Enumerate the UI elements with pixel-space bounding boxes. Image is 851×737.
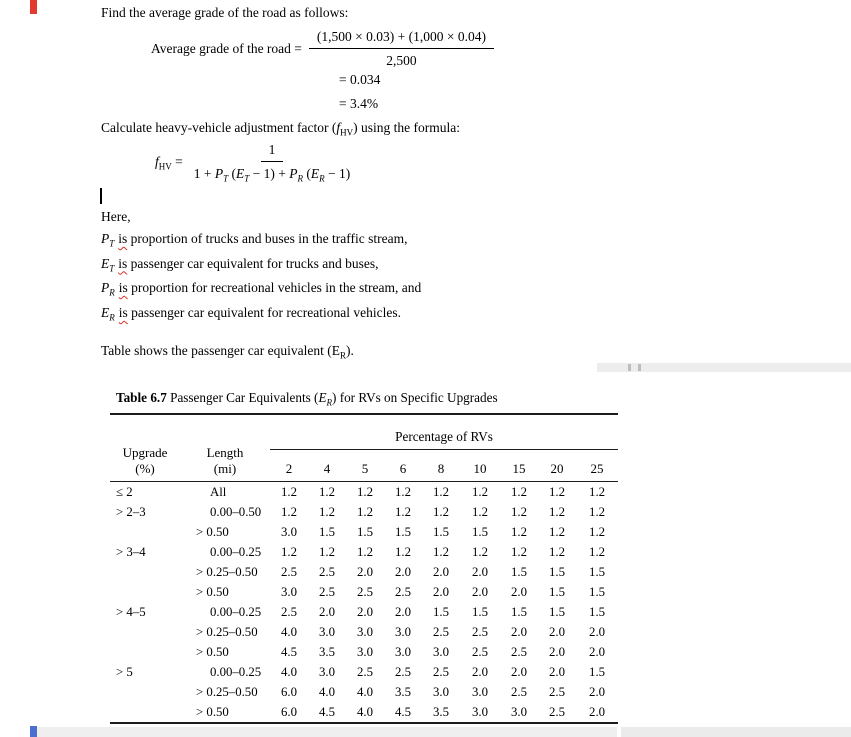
- fhv-formula: [155, 141, 354, 184]
- pce-value-cell: 3.0: [319, 664, 335, 679]
- pct-column-header: 8: [422, 449, 460, 481]
- pce-value-cell: 1.2: [395, 544, 411, 559]
- pce-value-cell: 2.5: [433, 624, 449, 639]
- pce-value-cell: 1.5: [549, 564, 565, 579]
- page-break-gap: [597, 363, 851, 372]
- length-cell: 0.00–0.25: [210, 604, 262, 619]
- pce-value-cell: 2.0: [549, 664, 565, 679]
- upgrade-cell: > 3–4: [116, 544, 146, 559]
- page-break-mark-icon: [638, 364, 641, 371]
- pce-value-cell: 4.0: [281, 624, 297, 639]
- pce-value-cell: 3.0: [281, 524, 297, 539]
- pce-value-cell: 2.0: [472, 664, 488, 679]
- pce-value-cell: 1.2: [549, 484, 565, 499]
- pce-value-cell: 1.2: [472, 504, 488, 519]
- formula-lhs: [155, 153, 183, 172]
- pce-value-cell: 1.2: [589, 484, 606, 499]
- pce-value-cell: 1.2: [395, 504, 411, 519]
- upgrade-cell: [110, 562, 180, 582]
- pce-value-cell: 4.0: [357, 704, 373, 719]
- pce-value-cell: 1.2: [472, 544, 488, 559]
- pce-value-cell: 3.0: [511, 704, 527, 719]
- definition-line: $P_R$ is proportion for recreational vehicles in the stream, and: [101, 280, 422, 298]
- upgrade-cell: [110, 682, 180, 702]
- pce-value-cell: 3.0: [357, 644, 373, 659]
- fraction: [190, 141, 355, 184]
- pce-value-cell: 3.0: [433, 644, 449, 659]
- pce-value-cell: 1.5: [589, 564, 606, 579]
- fhv-symbol-sub: HV: [340, 127, 354, 138]
- pce-value-cell: 2.5: [281, 564, 297, 579]
- pce-value-cell: 1.2: [319, 544, 335, 559]
- table-row: [110, 702, 618, 723]
- length-cell: > 0.50: [196, 584, 229, 599]
- upgrade-cell: [110, 702, 180, 723]
- length-cell: 0.00–0.50: [210, 504, 262, 519]
- fhv-symbol-base: f: [155, 154, 159, 169]
- spellchecked-word: is: [118, 255, 128, 271]
- pce-value-cell: 2.0: [589, 624, 606, 639]
- fraction-denominator: $1 + P_T$ $(E_T - 1) + P_R$ $(E_R - 1)$: [193, 166, 351, 184]
- pce-value-cell: 1.5: [511, 564, 527, 579]
- pce-value-cell: 1.2: [357, 544, 373, 559]
- pce-value-cell: 2.0: [589, 704, 606, 719]
- calc-text-post: using the formula:: [357, 120, 461, 135]
- pce-value-cell: 1.2: [511, 544, 527, 559]
- length-cell: > 0.50: [196, 704, 229, 719]
- length-cell: > 0.25–0.50: [196, 624, 258, 639]
- pce-value-cell: 4.5: [281, 644, 297, 659]
- pce-value-cell: 1.5: [433, 604, 449, 619]
- pce-value-cell: 6.0: [281, 704, 297, 719]
- spellchecked-word: is: [118, 304, 128, 320]
- table-row: [110, 502, 618, 522]
- pce-value-cell: 4.0: [281, 664, 297, 679]
- table-row: [110, 602, 618, 622]
- symbol-definitions: [101, 227, 421, 325]
- pce-value-cell: 3.0: [433, 684, 449, 699]
- upgrade-column-header: Upgrade (%): [110, 414, 180, 482]
- pce-value-cell: 1.2: [589, 504, 606, 519]
- pce-value-cell: 2.0: [433, 584, 449, 599]
- left-margin-marker-bottom: [30, 726, 37, 737]
- pce-value-cell: 4.5: [319, 704, 335, 719]
- table-row: [110, 542, 618, 562]
- pce-value-cell: 1.2: [281, 544, 297, 559]
- table-row: [110, 562, 618, 582]
- pce-value-cell: 2.5: [472, 624, 488, 639]
- definition-line: $P_T$ is proportion of trucks and buses in the traffic stream,: [101, 231, 408, 249]
- pce-value-cell: 3.0: [395, 644, 411, 659]
- text-cursor: [100, 188, 102, 204]
- length-cell: 0.00–0.25: [210, 544, 262, 559]
- pce-value-cell: 1.2: [589, 544, 606, 559]
- pce-value-cell: 1.2: [433, 504, 449, 519]
- pce-value-cell: 2.0: [395, 604, 411, 619]
- pce-value-cell: 4.5: [395, 704, 411, 719]
- left-margin-marker-top: [30, 0, 37, 14]
- upgrade-cell: > 5: [116, 664, 133, 679]
- table-figure: [110, 389, 622, 724]
- pce-value-cell: 1.2: [319, 484, 335, 499]
- pce-value-cell: 1.2: [357, 484, 373, 499]
- pce-value-cell: 2.5: [549, 684, 565, 699]
- formula-lhs: Average grade of the road =: [151, 41, 302, 56]
- pce-value-cell: 1.2: [589, 524, 606, 539]
- fhv-symbol-base: f: [336, 120, 341, 135]
- definition-line: $E_R$ is passenger car equivalent for recreational vehicles.: [101, 304, 402, 323]
- pce-value-cell: 2.5: [511, 684, 527, 699]
- upgrade-cell: [110, 642, 180, 662]
- pce-value-cell: 2.0: [357, 604, 373, 619]
- pce-value-cell: 1.2: [511, 484, 527, 499]
- table-row: [110, 622, 618, 642]
- pce-value-cell: 1.2: [319, 504, 335, 519]
- pce-value-cell: 4.0: [319, 684, 335, 699]
- pce-value-cell: 1.2: [511, 504, 527, 519]
- upgrade-cell: > 4–5: [116, 604, 146, 619]
- pce-value-cell: 2.0: [589, 684, 606, 699]
- pce-value-cell: 1.2: [472, 484, 488, 499]
- pce-value-cell: 3.5: [433, 704, 449, 719]
- pce-value-cell: 1.2: [433, 544, 449, 559]
- table-body: [110, 481, 618, 723]
- pce-value-cell: 3.5: [395, 684, 411, 699]
- pct-column-header: 20: [538, 449, 576, 481]
- pce-value-cell: 3.0: [472, 684, 488, 699]
- pce-value-cell: 1.2: [281, 504, 297, 519]
- length-cell: > 0.50: [196, 644, 229, 659]
- table-number: Table 6.7: [116, 390, 167, 405]
- definition-line: $E_T$ is passenger car equivalent for trucks and buses,: [101, 255, 379, 274]
- pce-value-cell: 2.5: [511, 644, 527, 659]
- open-paren: (: [331, 120, 337, 135]
- pce-value-cell: 2.5: [357, 584, 373, 599]
- fhv-symbol-sub: HV: [158, 161, 172, 172]
- pce-value-cell: 1.5: [549, 584, 565, 599]
- pce-value-cell: 1.2: [549, 504, 565, 519]
- pce-value-cell: 2.0: [472, 584, 488, 599]
- calc-instruction: [101, 119, 460, 138]
- pce-value-cell: 1.5: [511, 604, 527, 619]
- pce-value-cell: 3.5: [319, 644, 335, 659]
- horizontal-scrollbar-track-right[interactable]: [621, 727, 851, 737]
- table-caption: Table 6.7 Passenger Car Equivalents $(E_R)$ for RVs on Specific Upgrades: [116, 390, 498, 408]
- pce-value-cell: 2.5: [472, 644, 488, 659]
- upgrade-cell: ≤ 2: [116, 484, 133, 499]
- pct-column-header: 25: [576, 449, 618, 481]
- pce-value-cell: 2.0: [511, 584, 527, 599]
- group-header: Percentage of RVs: [270, 414, 618, 450]
- pce-value-cell: 2.0: [511, 664, 527, 679]
- length-cell: > 0.25–0.50: [196, 564, 258, 579]
- pce-value-cell: 2.5: [433, 664, 449, 679]
- average-grade-formula: [151, 28, 494, 69]
- pce-value-cell: 1.5: [472, 604, 488, 619]
- fraction-numerator: 1: [261, 141, 284, 162]
- pct-column-header: 10: [460, 449, 500, 481]
- pce-value-cell: 2.0: [549, 644, 565, 659]
- pce-value-cell: 1.5: [319, 524, 335, 539]
- length-cell: All: [210, 484, 227, 499]
- length-cell: > 0.25–0.50: [196, 684, 258, 699]
- intro-line: Find the average grade of the road as follows:: [101, 5, 349, 20]
- pce-value-cell: 2.5: [395, 664, 411, 679]
- table-row: [110, 682, 618, 702]
- pct-column-header: 6: [384, 449, 422, 481]
- length-cell: > 0.50: [196, 524, 229, 539]
- group-header-row: [110, 414, 618, 450]
- pce-value-cell: 1.2: [395, 484, 411, 499]
- pce-value-cell: 2.5: [395, 584, 411, 599]
- pce-value-cell: 2.0: [395, 564, 411, 579]
- pce-value-cell: 1.5: [589, 664, 606, 679]
- spellchecked-word: is: [118, 231, 128, 246]
- calc-text-pre: Calculate heavy-vehicle adjustment factor: [101, 120, 332, 135]
- pce-value-cell: 3.0: [319, 624, 335, 639]
- spellchecked-word: is: [118, 280, 128, 296]
- pce-value-cell: 2.5: [319, 584, 335, 599]
- pce-value-cell: 2.0: [472, 564, 488, 579]
- pce-value-cell: 2.0: [589, 644, 606, 659]
- pce-value-cell: 3.0: [357, 624, 373, 639]
- pce-value-cell: 1.5: [433, 524, 449, 539]
- pce-value-cell: 1.2: [433, 484, 449, 499]
- fraction: [309, 28, 494, 69]
- upgrade-cell: [110, 622, 180, 642]
- result-line-percent: = 3.4%: [339, 96, 379, 111]
- pce-value-cell: 3.0: [472, 704, 488, 719]
- pce-value-cell: 1.2: [549, 544, 565, 559]
- pct-column-header: 4: [308, 449, 346, 481]
- pce-value-cell: 6.0: [281, 684, 297, 699]
- pce-table: [110, 413, 618, 724]
- pce-value-cell: 2.0: [357, 564, 373, 579]
- pce-value-cell: 2.5: [357, 664, 373, 679]
- pct-column-header: 5: [346, 449, 384, 481]
- pce-value-cell: 1.5: [472, 524, 488, 539]
- pce-value-cell: 2.0: [319, 604, 335, 619]
- table-row: [110, 522, 618, 542]
- upgrade-cell: [110, 582, 180, 602]
- upgrade-cell: [110, 522, 180, 542]
- pce-value-cell: 1.5: [395, 524, 411, 539]
- equals-sign: =: [171, 154, 183, 169]
- pce-value-cell: 1.2: [281, 484, 297, 499]
- page-break-mark-icon: [628, 364, 631, 371]
- pce-value-cell: 2.5: [549, 704, 565, 719]
- pce-value-cell: 1.5: [549, 604, 565, 619]
- pce-value-cell: 3.0: [281, 584, 297, 599]
- pce-value-cell: 2.0: [549, 624, 565, 639]
- pce-value-cell: 1.2: [511, 524, 527, 539]
- result-line-decimal: = 0.034: [339, 72, 381, 87]
- table-row: [110, 642, 618, 662]
- table-row: [110, 662, 618, 682]
- pct-column-header: 2: [270, 449, 308, 481]
- fraction-denominator: 2,500: [386, 53, 417, 68]
- pce-value-cell: 2.0: [433, 564, 449, 579]
- pce-value-cell: 2.5: [281, 604, 297, 619]
- pct-column-header: 15: [500, 449, 538, 481]
- pce-value-cell: 2.0: [511, 624, 527, 639]
- pce-value-cell: 4.0: [357, 684, 373, 699]
- length-column-header: Length (mi): [180, 414, 270, 482]
- pce-value-cell: 1.5: [589, 584, 606, 599]
- pce-value-cell: 1.5: [357, 524, 373, 539]
- upgrade-cell: > 2–3: [116, 504, 146, 519]
- table-row: [110, 481, 618, 502]
- length-cell: 0.00–0.25: [210, 664, 262, 679]
- table-intro-line: Table shows the passenger car equivalent $(E_R)$.: [101, 343, 354, 361]
- close-paren: ): [353, 120, 358, 135]
- pce-value-cell: 1.2: [357, 504, 373, 519]
- pce-value-cell: 2.5: [319, 564, 335, 579]
- here-line: Here,: [101, 209, 131, 224]
- table-row: [110, 582, 618, 602]
- horizontal-scrollbar-track-left[interactable]: [37, 727, 617, 737]
- pce-value-cell: 3.0: [395, 624, 411, 639]
- pce-value-cell: 1.5: [589, 604, 606, 619]
- fraction-numerator: (1,500 × 0.03) + (1,000 × 0.04): [309, 28, 494, 49]
- pce-value-cell: 1.2: [549, 524, 565, 539]
